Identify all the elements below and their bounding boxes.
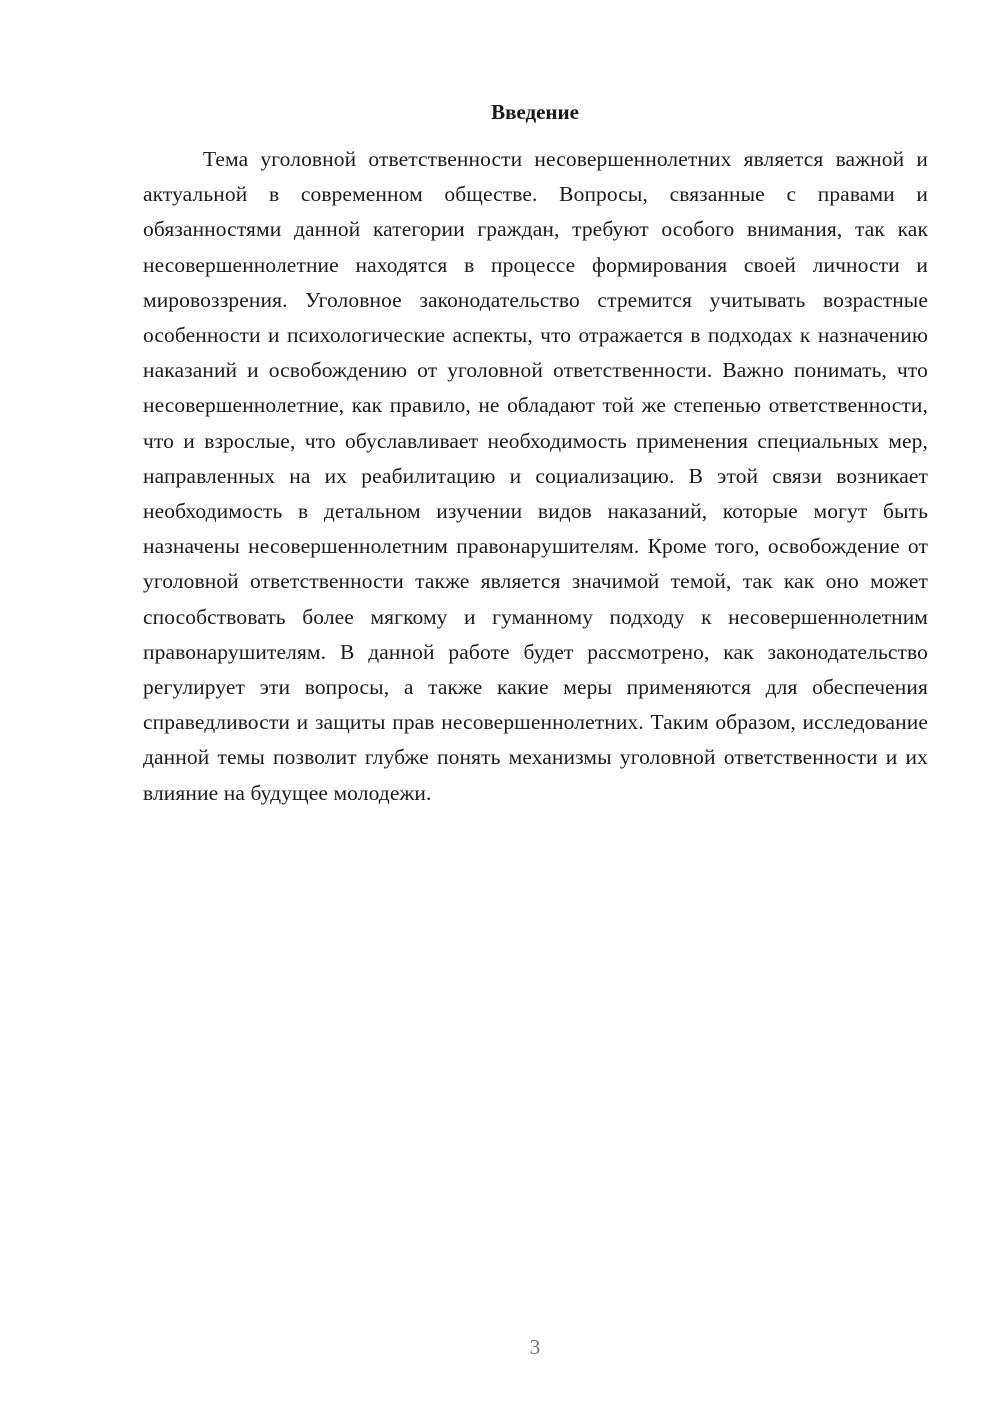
body-paragraph: Тема уголовной ответственности несовершеннолетних является важной и актуальной в современном обществе. Вопросы, связанные с правами и обязанностями данной категории граждан, требуют особого внимания, так как несовершеннолетние находятся в процессе формирования своей личности и мировоззрения. Уголовное законодательство стремится учитывать возрастные особенности и психологические аспекты, что отражается в подходах к назначению наказаний и освобождению от уголовной ответственности. Важно понимать, что несовершеннолетние, как правило, не обладают той же степенью ответственности, что и взрослые, что обуславливает необходимость применения специальных мер, направленных на их реабилитацию и социализацию. В этой связи возникает необходимость в детальном изучении видов наказаний, которые могут быть назначены несовершеннолетним правонарушителям. Кроме того, освобождение от уголовной ответственности также является значимой темой, так как оно может способствовать более мягкому и гуманному подходу к несовершеннолетним правонарушителям. В данной работе будет рассмотрено, как законодательство регулирует эти вопросы, а также какие меры применяются для обеспечения справедливости и защиты прав несовершеннолетних. Таким образом, исследование данной темы позволит глубже понять механизмы уголовной ответственности и их влияние на будущее молодежи. <box>143 147 928 805</box>
page-number: 3 <box>529 1335 541 1359</box>
section-heading: Введение <box>491 100 579 124</box>
